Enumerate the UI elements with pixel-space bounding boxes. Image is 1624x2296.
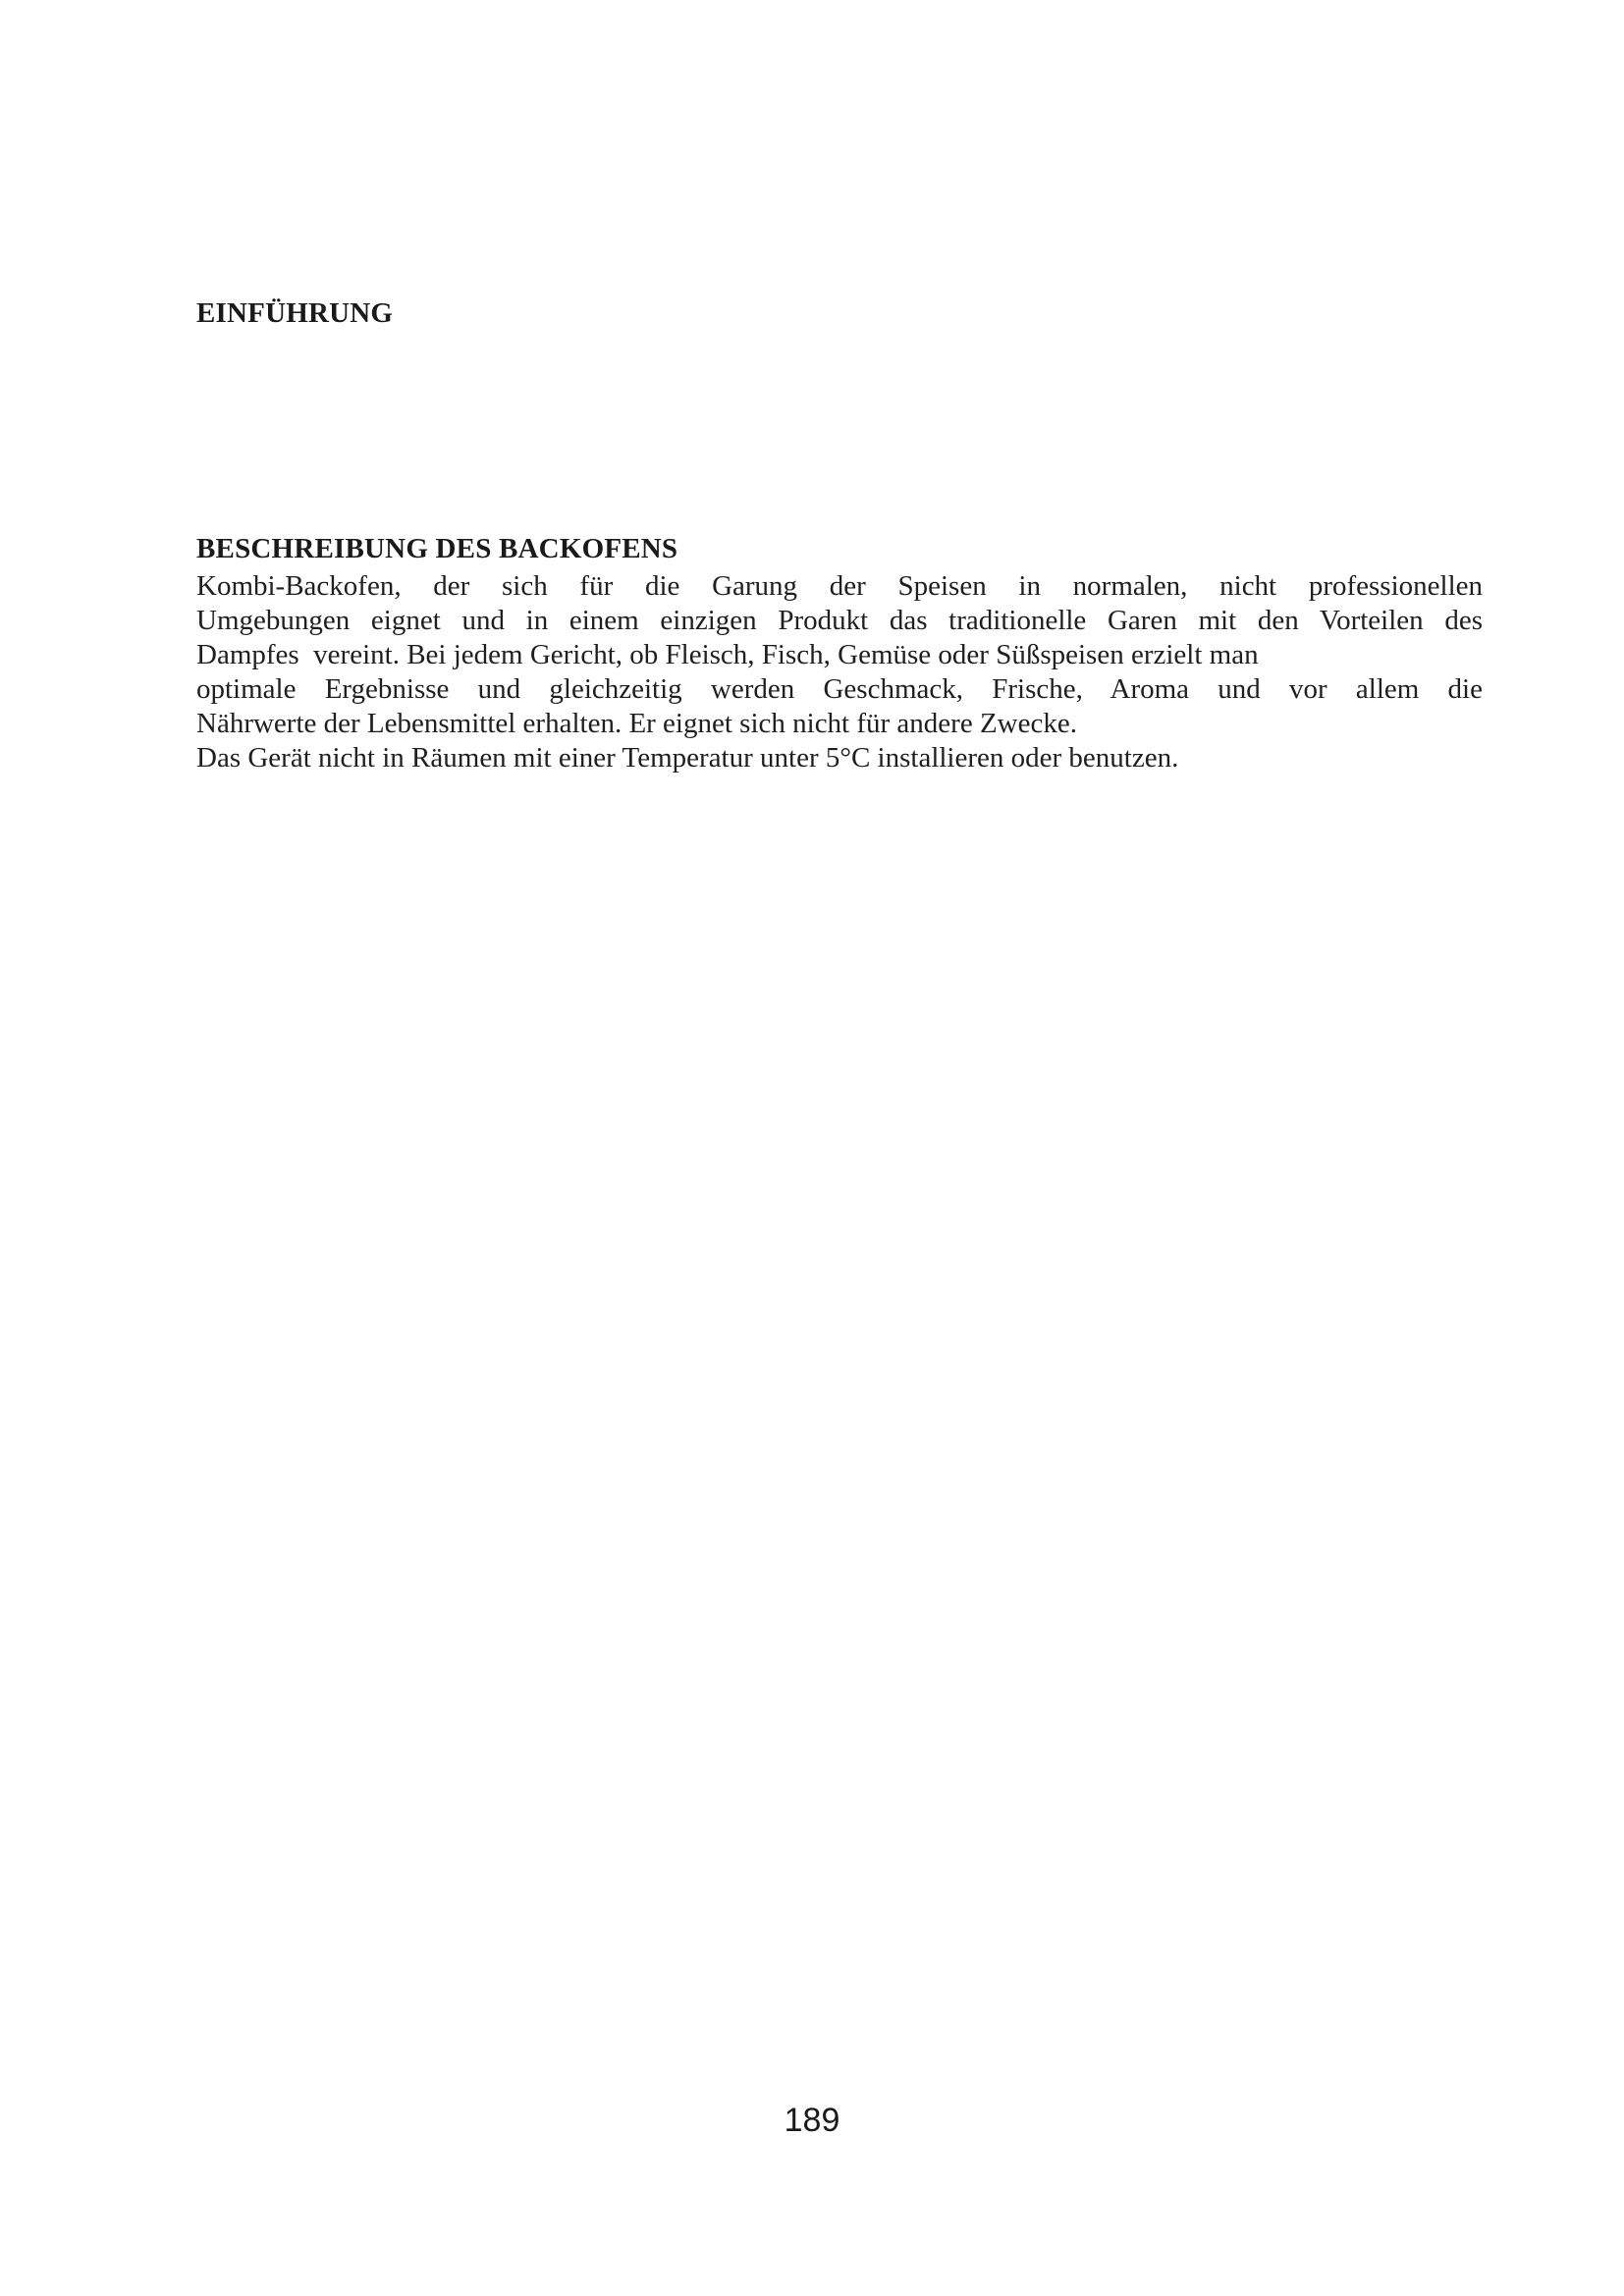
oven-description-body (196, 569, 1483, 775)
paragraph-line: optimale Ergebnisse und gleichzeitig werden Geschmack, Frische, Aroma und vor allem die (196, 673, 1483, 705)
paragraph-line: Kombi-Backofen, der sich für die Garung der Speisen in normalen, nicht professionellen (196, 570, 1483, 602)
section-heading-oven-description: BESCHREIBUNG DES BACKOFENS (196, 533, 678, 564)
paragraph-line: Dampfes vereint. Bei jedem Gericht, ob Fleisch, Fisch, Gemüse oder Süßspeisen erzielt man (196, 639, 1259, 670)
paragraph-line: Umgebungen eignet und in einem einzigen Produkt das traditionelle Garen mit den Vorteilen des (196, 605, 1483, 636)
paragraph-line: Das Gerät nicht in Räumen mit einer Temperatur unter 5°C installieren oder benutzen. (196, 742, 1179, 774)
paragraph-line: Nährwerte der Lebensmittel erhalten. Er eignet sich nicht für andere Zwecke. (196, 708, 1077, 739)
section-heading-introduction: EINFÜHRUNG (196, 297, 394, 329)
page-number: 189 (784, 2102, 840, 2139)
